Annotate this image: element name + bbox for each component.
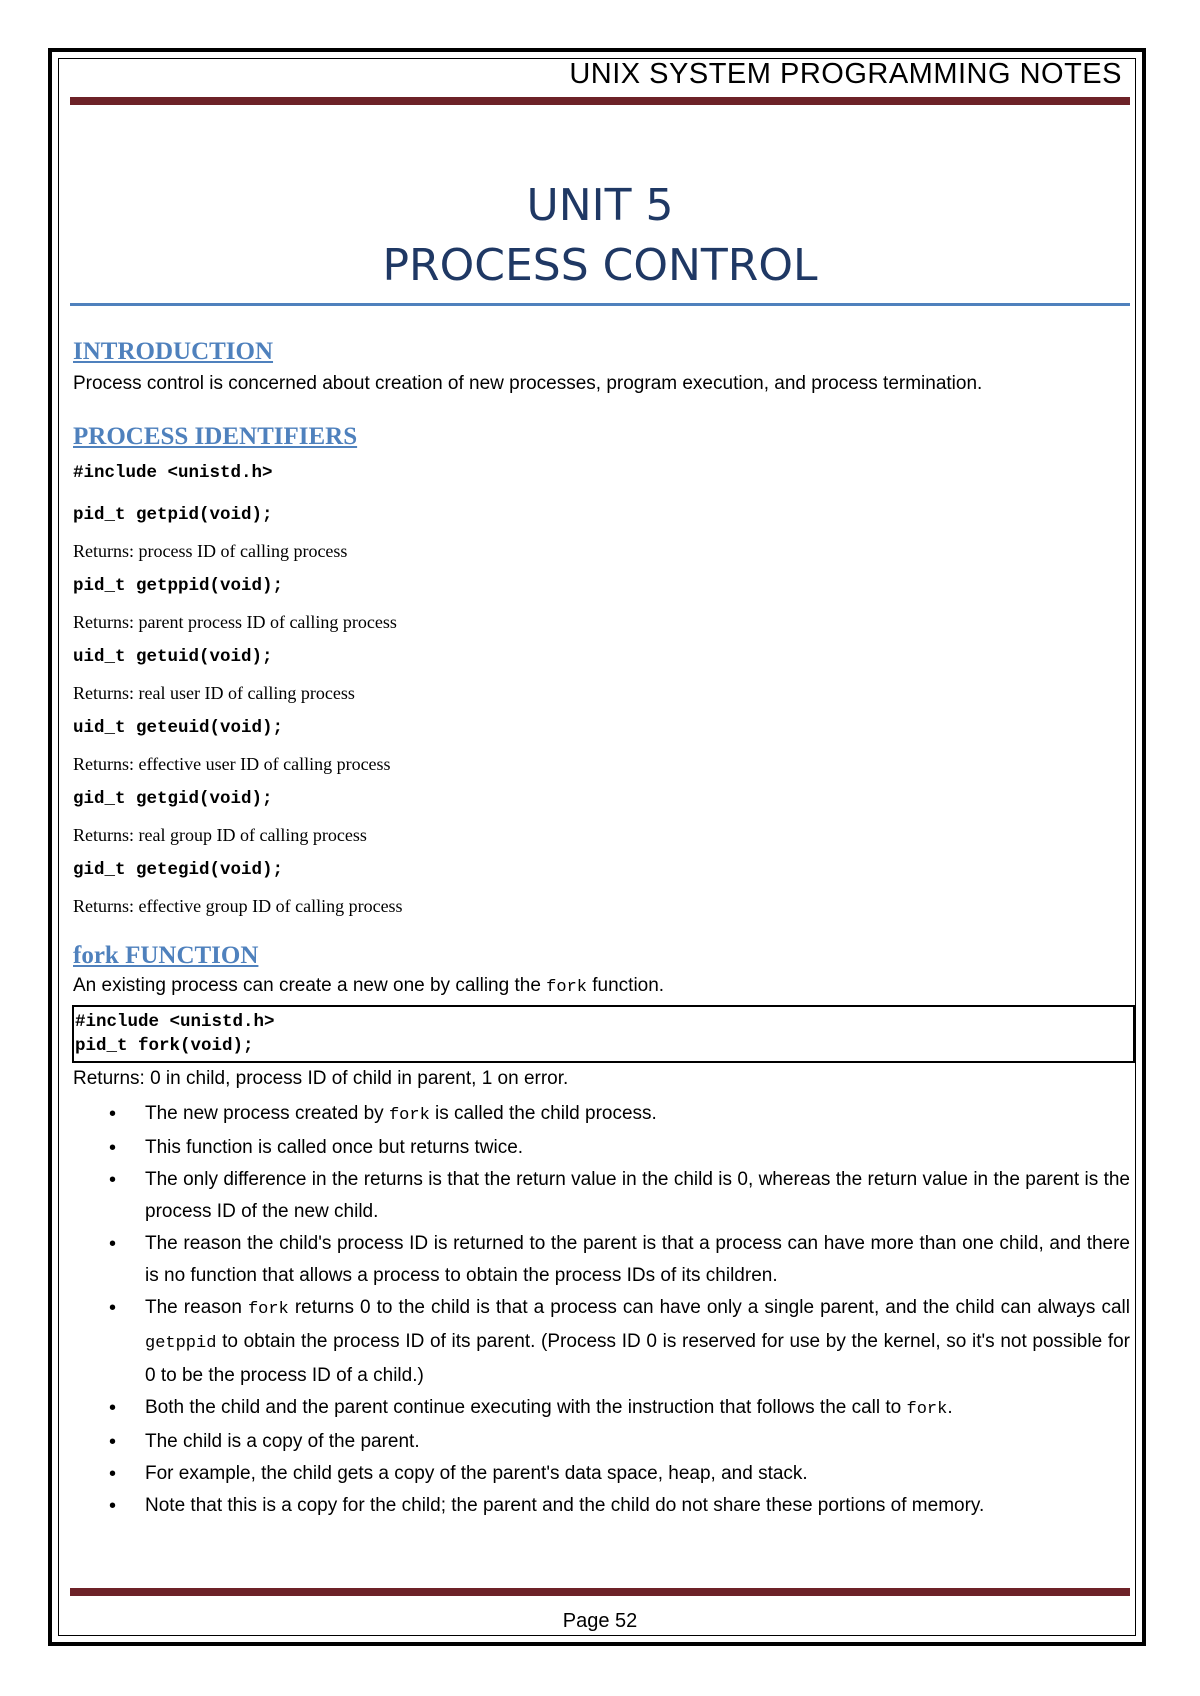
identifiers-include: #include <unistd.h>	[73, 463, 273, 483]
unit-title	[0, 176, 1200, 296]
list-item	[145, 1098, 1130, 1132]
bullet-text: The only difference in the returns is that the return value in the child is 0, whereas the return value in the parent is the process ID of the new child.	[145, 1169, 1130, 1222]
bullet-text: The child is a copy of the parent.	[145, 1431, 420, 1452]
function-returns: Returns: real group ID of calling process	[73, 825, 367, 845]
fork-bullet-list	[73, 1098, 1130, 1522]
list-item	[145, 1164, 1130, 1228]
list-item	[145, 1458, 1130, 1490]
bullet-text: The reason the child's process ID is returned to the parent is that a process can have more than one child, and there is no function that allows a process to obtain the process IDs of its children.	[145, 1233, 1130, 1286]
fork-returns: Returns: 0 in child, process ID of child in parent, 1 on error.	[73, 1068, 569, 1089]
fork-include: #include <unistd.h>	[75, 1012, 275, 1032]
bullet-text: Both the child and the parent continue executing with the instruction that follows the call to	[145, 1397, 907, 1418]
function-prototype: pid_t getppid(void);	[73, 576, 284, 596]
bullet-code: fork	[247, 1300, 289, 1319]
function-prototype: pid_t getpid(void);	[73, 505, 273, 525]
function-returns: Returns: process ID of calling process	[73, 541, 348, 561]
list-item	[145, 1426, 1130, 1458]
title-rule	[70, 303, 1130, 306]
function-returns: Returns: effective group ID of calling process	[73, 896, 403, 916]
bullet-text: The reason	[145, 1297, 248, 1318]
page-number: Page 52	[562, 1610, 638, 1632]
fork-heading: fork FUNCTION	[73, 942, 259, 969]
bullet-code: getppid	[145, 1334, 217, 1353]
bullet-text: returns 0 to the child is that a process can have only a single parent, and the child can always call	[288, 1297, 1130, 1318]
function-returns: Returns: parent process ID of calling process	[73, 612, 397, 632]
fork-intro-text-end: function.	[586, 975, 665, 996]
header-rule	[70, 97, 1130, 105]
fork-intro-code: fork	[546, 978, 587, 997]
bullet-text: The new process created by	[145, 1103, 389, 1124]
identifiers-heading: PROCESS IDENTIFIERS	[73, 423, 358, 450]
list-item	[145, 1292, 1130, 1392]
identifier-function-list	[73, 503, 1130, 918]
list-item	[145, 1132, 1130, 1164]
function-prototype: gid_t getegid(void);	[73, 860, 284, 880]
function-returns: Returns: effective user ID of calling process	[73, 754, 391, 774]
fork-prototype: pid_t fork(void);	[75, 1036, 254, 1056]
bullet-text: For example, the child gets a copy of the parent's data space, heap, and stack.	[145, 1463, 808, 1484]
bullet-code: fork	[906, 1400, 948, 1419]
function-prototype: gid_t getgid(void);	[73, 789, 273, 809]
bullet-text: is called the child process.	[429, 1103, 657, 1124]
unit-number: UNIT 5	[526, 180, 674, 231]
bullet-text: .	[947, 1397, 953, 1418]
footer-rule	[70, 1588, 1130, 1596]
bullet-text: Note that this is a copy for the child; the parent and the child do not share these portions of memory.	[145, 1495, 985, 1516]
bullet-text: This function is called once but returns twice.	[145, 1137, 524, 1158]
fork-intro-text: An existing process can create a new one by calling the	[73, 975, 547, 996]
intro-heading: INTRODUCTION	[73, 338, 274, 365]
list-item	[145, 1490, 1130, 1522]
intro-text: Process control is concerned about creation of new processes, program execution, and process termination.	[73, 373, 983, 394]
fork-code-box	[72, 1005, 1135, 1063]
bullet-code: fork	[388, 1106, 430, 1125]
list-item	[145, 1392, 1130, 1426]
main-content	[73, 336, 1130, 1522]
header-title: UNIX SYSTEM PROGRAMMING NOTES	[569, 58, 1122, 90]
function-prototype: uid_t geteuid(void);	[73, 718, 284, 738]
fork-intro	[73, 972, 1130, 1001]
list-item	[145, 1228, 1130, 1292]
function-returns: Returns: real user ID of calling process	[73, 683, 355, 703]
unit-name: PROCESS CONTROL	[382, 240, 818, 291]
bullet-text: to obtain the process ID of its parent. (Process ID 0 is reserved for use by the kernel, so it's not possible for 0 to be the process ID of a child.)	[145, 1331, 1130, 1386]
function-prototype: uid_t getuid(void);	[73, 647, 273, 667]
